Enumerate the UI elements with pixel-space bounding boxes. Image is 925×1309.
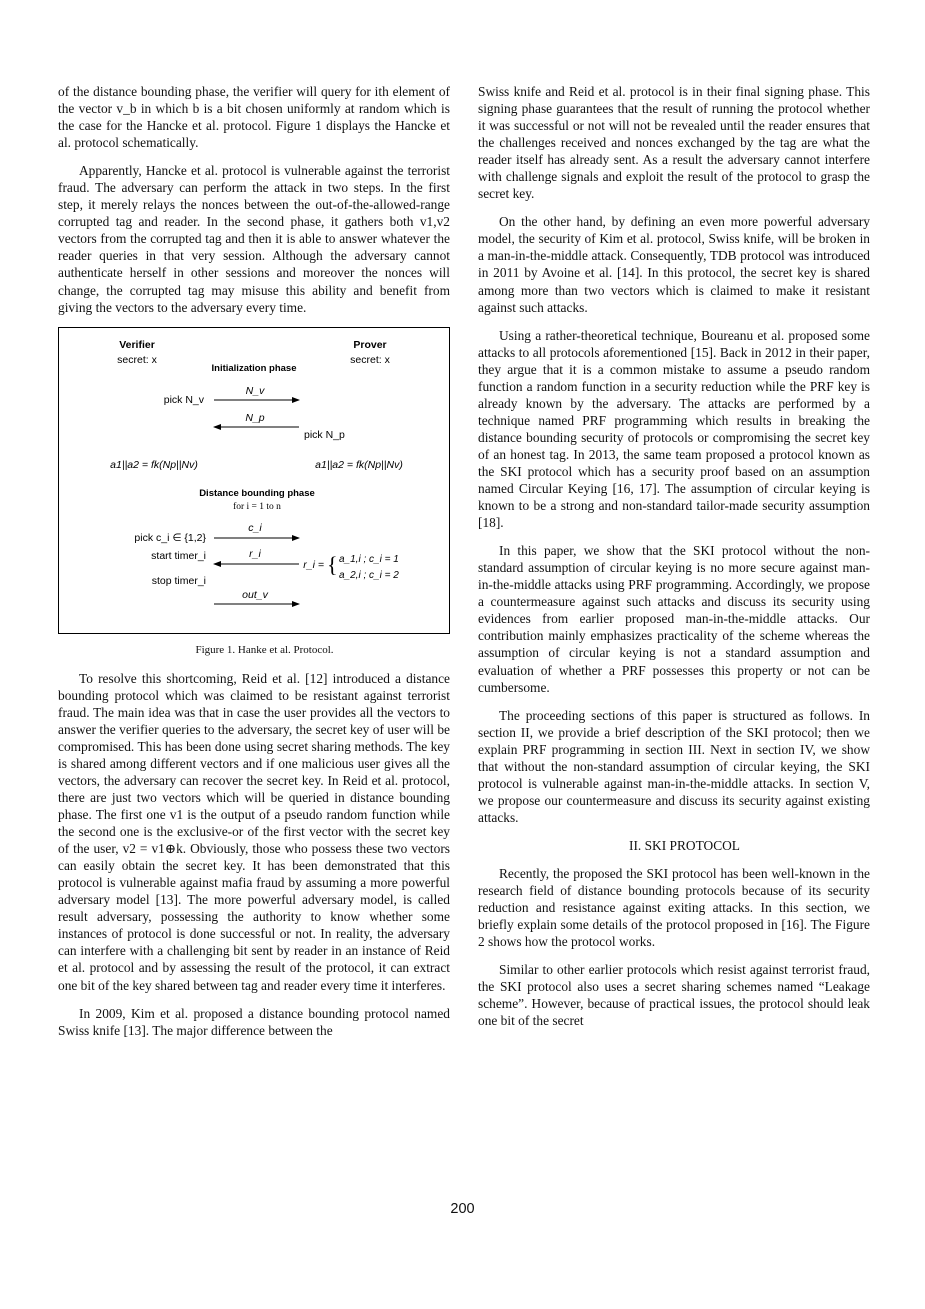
nv-label: N_v (245, 384, 265, 397)
right-column (478, 83, 870, 1040)
ci-label: c_i (248, 521, 262, 534)
verifier-secret: secret: x (117, 353, 157, 366)
paragraph: In 2009, Kim et al. proposed a distance bounding protocol named Swiss knife [13]. The major difference between the (58, 1005, 450, 1038)
prover-title: Prover (353, 338, 387, 351)
ri-label: r_i (249, 547, 261, 560)
for-loop-label: for i = 1 to n (233, 501, 281, 512)
pick-ci-label: pick c_i ∈ {1,2} (134, 531, 206, 544)
paragraph: Apparently, Hancke et al. protocol is vulnerable against the terrorist fraud. The adversary can perform the attack in two steps. In the first step, it merely relays the nonces between the out-of-the-allowed-range corrupted tag and reader. In the second phase, it gathers both v1,v2 vectors from the corrupted tag and then it is able to answer whatever the reader queries in that very session. Although the adversary cannot authenticate herself in other sessions and moreover the nonces will change, the corrupted tag may misuse this ability and benefit from giving the vectors to the adversary every time. (58, 163, 450, 315)
left-column (58, 83, 450, 1050)
init-phase-label: Initialization phase (211, 362, 297, 374)
ri-equation-lhs: r_i = (303, 558, 324, 571)
verifier-equation: a1||a2 = fk(Np||Nv) (110, 458, 198, 471)
paragraph: Recently, the proposed the SKI protocol has been well-known in the research field of distance bounding protocols because of its security reduction and resistance against exiting attacks. In this section, we briefly explain some details of the protocol proposed in [16]. The Figure 2 shows how the protocol works. (478, 865, 870, 950)
paragraph: of the distance bounding phase, the verifier will query for ith element of the vector v_b in which b is a bit chosen uniformly at random which is the case for the Hancke et al. protocol. Figure 1 displays the Hancke et al. protocol schematically. (58, 84, 450, 151)
paragraph: In this paper, we show that the SKI protocol without the non-standard assumption of circular keying is no more secure against man-in-the-middle attacks using PRF programming. Accordingly, we propose a countermeasure against such attacks and discuss its security using evidences from earlier proposed man-in-the-middle attacks. Our contribution mainly emphasizes practicality of the scheme whereas the assumption of circular keying is not a standard assumption and evaluation of whether a PRF possesses this property or not can be cumbersome. (478, 543, 870, 695)
outv-label: out_v (242, 588, 268, 601)
verifier-title: Verifier (119, 338, 155, 351)
page-number: 200 (450, 1201, 475, 1217)
protocol-diagram (59, 328, 449, 633)
figure-1 (58, 327, 450, 634)
stop-timer-label: stop timer_i (151, 574, 206, 587)
case-2: a_2,i ; c_i = 2 (339, 569, 399, 581)
figure-caption: Figure 1. Hanke et al. Protocol. (195, 643, 334, 656)
pick-np-label: pick N_p (304, 428, 345, 441)
start-timer-label: start timer_i (151, 549, 206, 562)
paragraph: Similar to other earlier protocols which resist against terrorist fraud, the SKI protocol also uses a secret sharing schemes named “Leakage scheme”. However, because of practical issues, the protocol should leak one bit of the secret (478, 962, 870, 1029)
paragraph: The proceeding sections of this paper is structured as follows. In section II, we provide a brief description of the SKI protocol; then we explain PRF programming in section III. Next in section IV, we show that without the non-standard assumption of circular keying, the SKI protocol is vulnerable against man-in-the-middle attacks. In section V, we propose our countermeasure and discuss its security against existing attacks. (478, 707, 870, 825)
prover-equation: a1||a2 = fk(Np||Nv) (315, 458, 403, 471)
pick-nv-label: pick N_v (163, 393, 204, 406)
case-1: a_1,i ; c_i = 1 (339, 553, 399, 565)
case-brace: { (327, 551, 338, 577)
paragraph: To resolve this shortcoming, Reid et al. [12] introduced a distance bounding protocol which was claimed to be resistant against terrorist fraud. The main idea was that in case the user provides all the vectors to answer the verifier queries to the adversary, the secret key of user will be compromised. This has been done using secret sharing methods. The key is shared among different vectors and if one malicious user gives all the vectors, the adversary can recover the secret key. In Reid et al. protocol, there are just two vectors which will be queried in distance bounding phase. The first one v1 is the output of a pseudo random function while the second one is the exclusive-or of the first vector with the secret key of the user, v2 = v1⊕k. Obviously, those who possess these two vectors can easily obtain the secret key. It has been demonstrated that this protocol is vulnerable against mafia fraud by assuming a more powerful adversary model [13]. The more powerful adversary model, is called result adversary, possessing the authority to know whether some instances of protocol is done successful or not. In reality, the adversary can interfere with a challenging bit sent by reader in an instance of Reid et al. protocol and by assessing the result of the protocol, it can extract one bit of the key shared between tag and reader every time it interferes. (58, 670, 450, 993)
paragraph: Swiss knife and Reid et al. protocol is in their final signing phase. This signing phase guarantees that the result of running the protocol whether it was successful or not will not be revealed until the reader ensures that the challenges received and nonces exchanged by the tag are what the reader itself has already sent. As a result the adversary cannot interfere with challenge signals and exploit the result of the protocol to grasp the secret key. (478, 84, 870, 202)
paragraph: On the other hand, by defining an even more powerful adversary model, the security of Kim et al. protocol, Swiss knife, will be broken in a man-in-the-middle attack. Consequently, TDB protocol was introduced in 2011 by Avoine et al. [14]. In this protocol, the secret key is shared among more than two vectors which is claimed to make it resistant against such attacks. (478, 214, 870, 315)
paragraph: Using a rather-theoretical technique, Boureanu et al. proposed some attacks to all protocols aforementioned [15]. Back in 2012 in their paper, they argue that it is a common mistake to assume a pseudo random function a random function in a security reduction while the PRF key is already known by the adversary. The attacks are performed by a technique named PRF programming which results in breaking the distance bounding security of protocols or compromising the secret key of an honest tag. In 2013, the same team proposed a protocol known as the SKI protocol which has a security proof based on an assumption named Circular Keying [16, 17]. The assumption of circular keying is known to be a strong and non-standard tailor-made security assumption [18]. (478, 327, 870, 531)
section-heading: II. SKI PROTOCOL (629, 837, 740, 853)
prover-secret: secret: x (350, 353, 390, 366)
db-phase-label: Distance bounding phase (199, 487, 315, 499)
np-label: N_p (245, 411, 265, 424)
